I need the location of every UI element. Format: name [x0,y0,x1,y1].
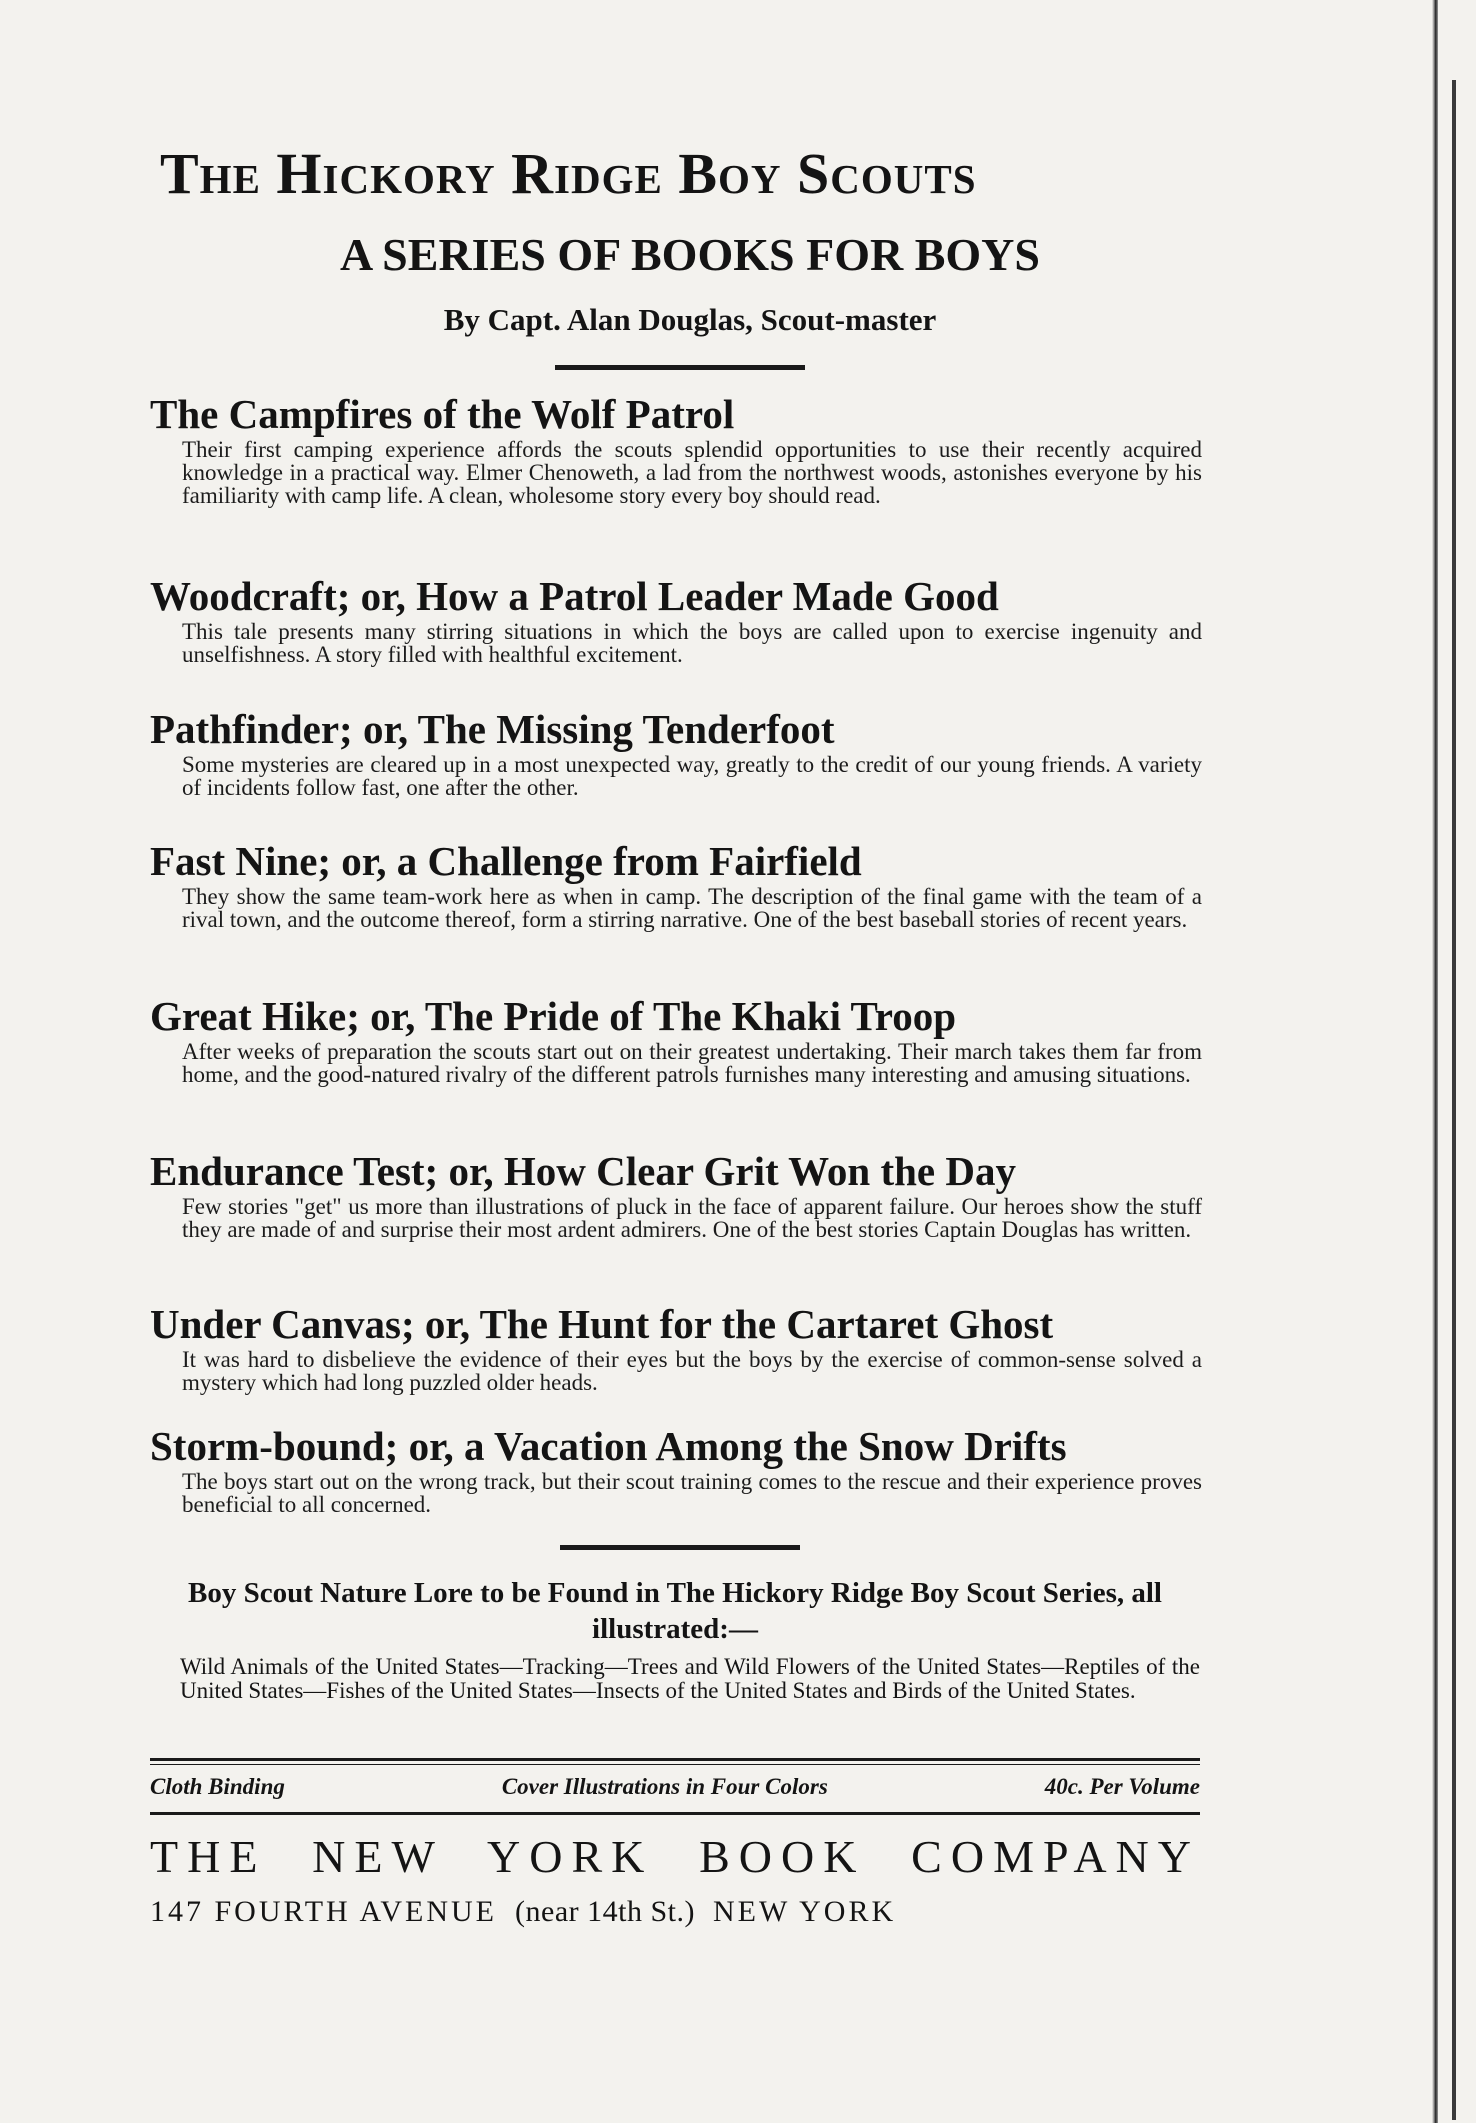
book-title: Storm-bound; or, a Vacation Among the Snow Drifts [150,1423,1067,1469]
book-entry [150,992,1210,1086]
book-title: The Campfires of the Wolf Patrol [150,391,735,437]
book-entry [150,1300,1210,1394]
book-title: Pathfinder; or, The Missing Tenderfoot [150,706,835,752]
divider-middle [560,1545,800,1550]
book-entry [150,1422,1210,1516]
book-title: Great Hike; or, The Pride of The Khaki Troop [150,993,957,1039]
book-title: Endurance Test; or, How Clear Grit Won the Day [150,1148,1016,1194]
book-entry [150,572,1210,666]
page-edge-line [1452,80,1456,2120]
divider-binding-bottom [150,1812,1200,1815]
series-subtitle: A SERIES OF BOOKS FOR BOYS [340,229,1040,280]
book-description: The boys start out on the wrong track, but their scout training comes to the rescue and their experience proves beneficial to all concerned. [182,1469,1202,1517]
page-edge-shadow [1432,0,1438,2123]
book-description: Few stories "get" us more than illustrations of pluck in the face of apparent failure. Our heroes show the stuff they are made of and surprise their most ardent admirers. One of the best stories Captain Douglas has written. [182,1194,1202,1242]
address-city: NEW YORK [712,1895,897,1928]
book-description: It was hard to disbelieve the evidence of their eyes but the boys by the exercise of common-sense solved a mystery which had long puzzled older heads. [182,1347,1202,1395]
book-title: Fast Nine; or, a Challenge from Fairfield [150,838,862,884]
book-description: This tale presents many stirring situations in which the boys are called upon to exercise ingenuity and unselfishness. A story filled with healthful excitement. [182,619,1202,667]
divider-binding-top-thin [150,1764,1200,1765]
book-entry [150,1147,1210,1241]
nature-lore-text: Wild Animals of the United States—Tracking—Trees and Wild Flowers of the United States—Reptiles of the United States—Fishes of the United States—Insects of the United States and Birds of the United States. [180,1654,1200,1703]
divider-binding-top [150,1758,1200,1761]
book-title: Under Canvas; or, The Hunt for the Cartaret Ghost [150,1301,1054,1347]
series-title: The Hickory Ridge Boy Scouts [160,141,977,206]
binding-type: Cloth Binding [150,1774,285,1799]
series-author: By Capt. Alan Douglas, Scout-master [443,302,937,337]
book-entry [150,837,1210,931]
book-description: Their first camping experience affords the scouts splendid opportunities to use their recently acquired knowledge in a practical way. Elmer Chenoweth, a lad from the northwest woods, astonishes everyone by his familiarity with camp life. A clean, wholesome story every boy should read. [182,437,1202,508]
book-title: Woodcraft; or, How a Patrol Leader Made Good [150,573,999,619]
book-entry [150,390,1210,507]
book-description: After weeks of preparation the scouts start out on their greatest undertaking. Their march takes them far from home, and the good-natured rivalry of the different patrols furnishes many interesting and amusing situations. [182,1039,1202,1087]
binding-info-row [150,1774,1200,1800]
address-near: (near 14th St.) [515,1895,695,1928]
book-entry [150,705,1210,799]
book-description: Some mysteries are cleared up in a most unexpected way, greatly to the credit of our young friends. A variety of incidents follow fast, one after the other. [182,752,1202,800]
nature-lore-heading: Boy Scout Nature Lore to be Found in The Hickory Ridge Boy Scout Series, all illustrated:— [188,1577,1162,1645]
cover-info: Cover Illustrations in Four Colors [501,1774,828,1799]
publisher-address [150,1895,1200,1929]
divider-top [555,365,805,370]
publisher-name: THE NEW YORK BOOK COMPANY [150,1831,1200,1882]
address-street: 147 FOURTH AVENUE [150,1895,498,1928]
book-description: They show the same team-work here as when in camp. The description of the final game with the team of a rival town, and the outcome thereof, form a stirring narrative. One of the best baseball stories of recent years. [182,884,1202,932]
price-info: 40c. Per Volume [1044,1774,1200,1799]
